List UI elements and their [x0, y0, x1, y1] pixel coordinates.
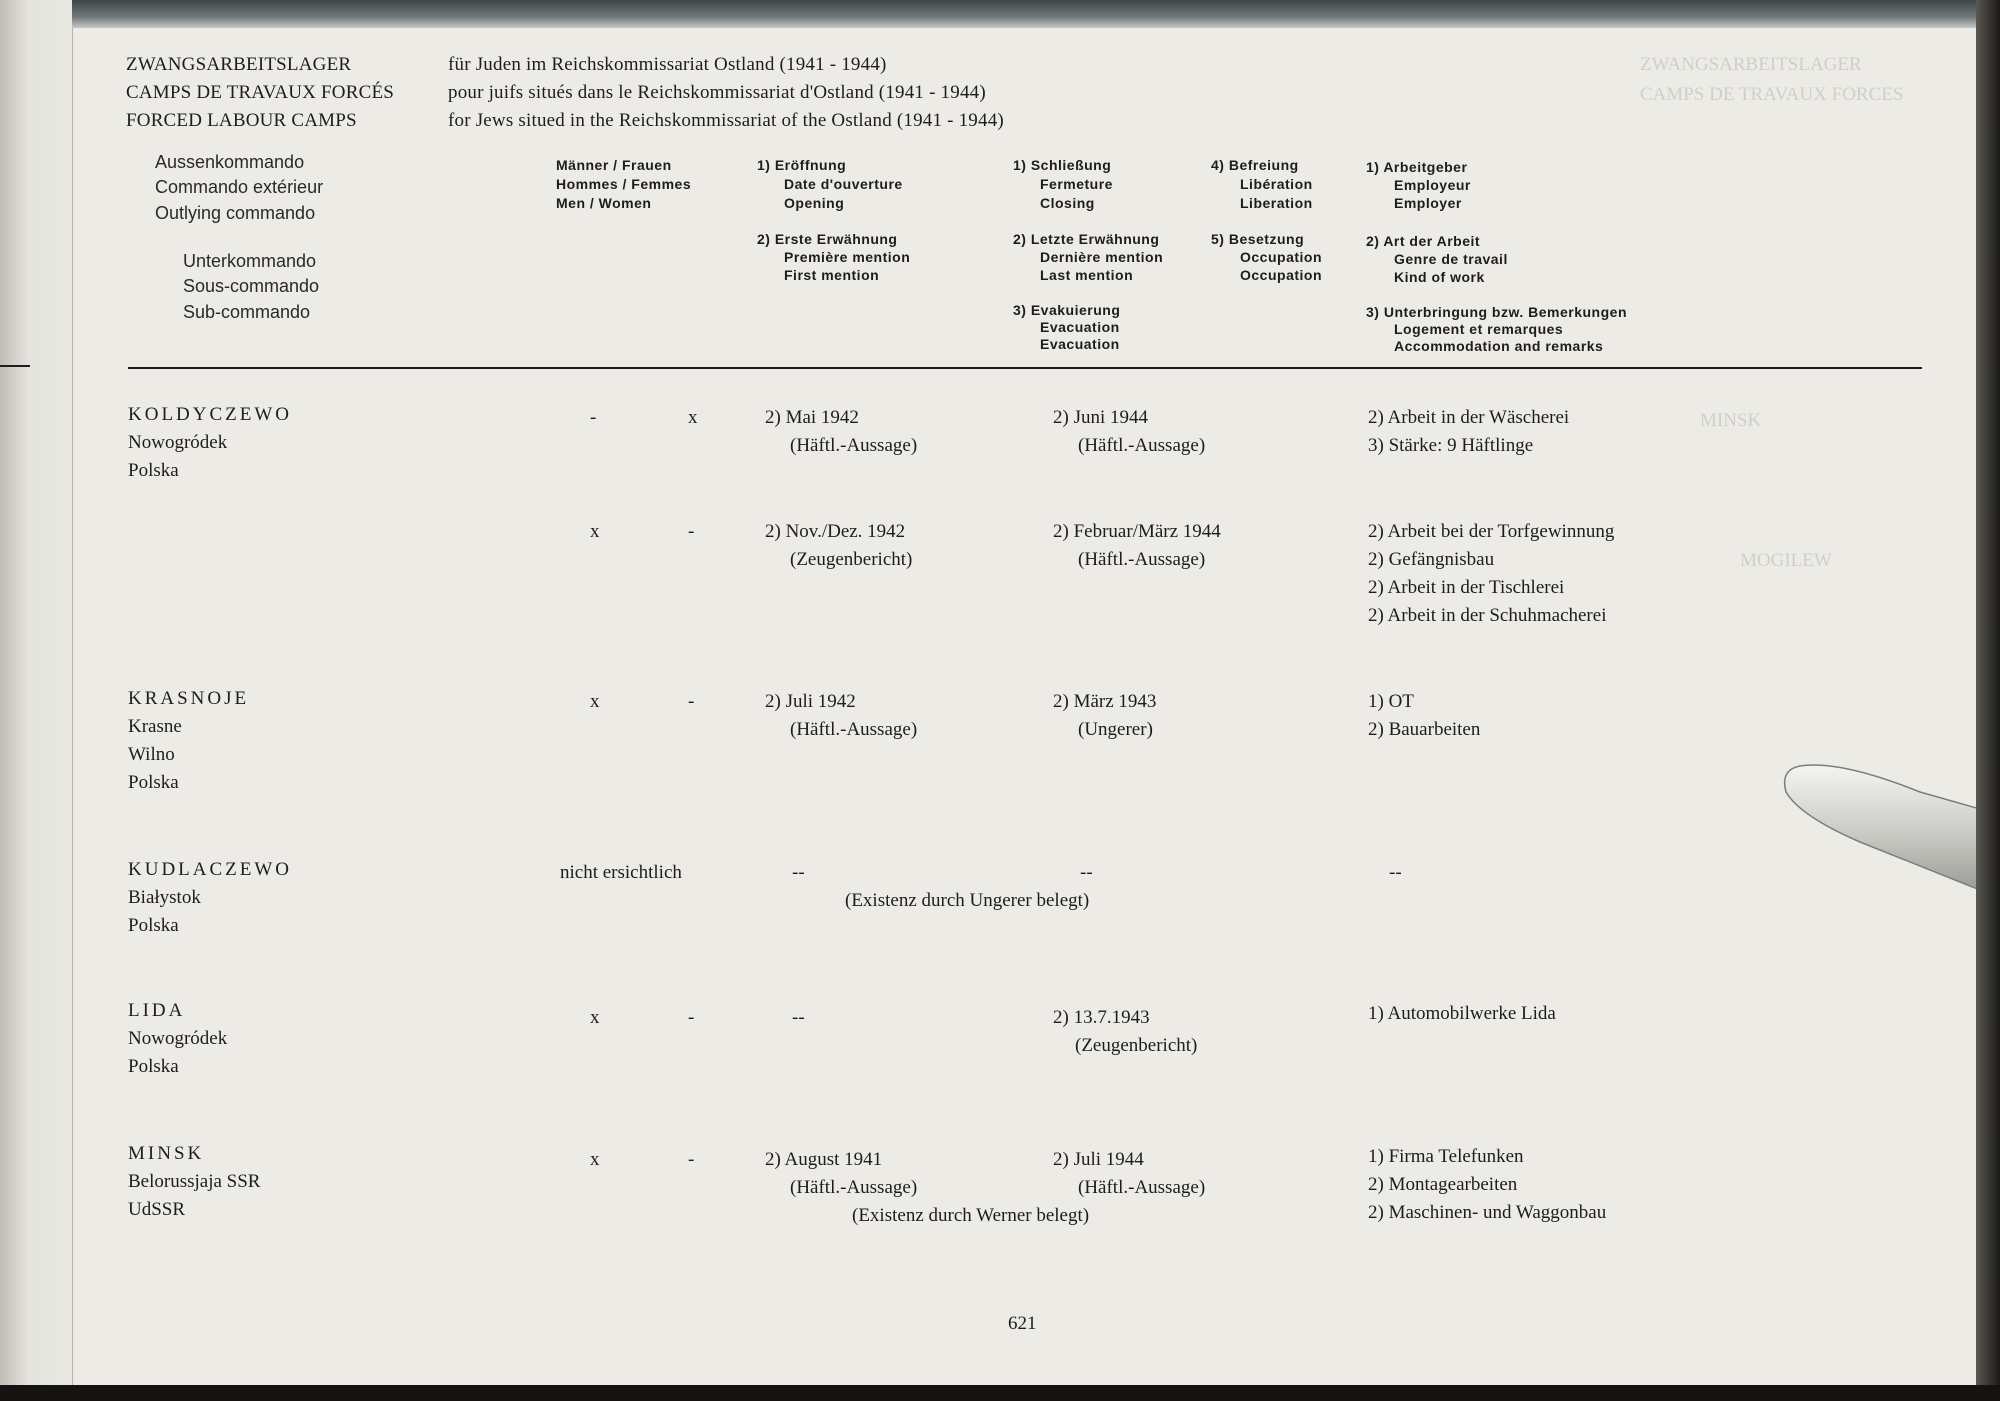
- remark-line: 1) Automobilwerke Lida: [1368, 1003, 1556, 1024]
- header-divider: [128, 367, 1922, 369]
- col-closing-fr: Fermeture: [1040, 176, 1113, 192]
- bleed-through: ZWANGSARBEITSLAGER: [1640, 54, 1862, 75]
- opening-source: (Häftl.-Aussage): [790, 719, 918, 740]
- col-occupation-de: 5) Besetzung: [1211, 231, 1305, 247]
- col-closing-en: Closing: [1040, 195, 1095, 211]
- remark-line: 2) Bauarbeiten: [1368, 719, 1481, 740]
- camp-location: Nowogródek: [128, 432, 228, 453]
- camp-country: Polska: [128, 1056, 179, 1077]
- camp-name: LIDA: [128, 1000, 186, 1021]
- men-mark: -: [590, 407, 597, 428]
- camp-name: MINSK: [128, 1143, 205, 1164]
- remark-line: 2) Arbeit in der Schuhmacherei: [1368, 605, 1607, 626]
- remark-line: 3) Stärke: 9 Häftlinge: [1368, 435, 1534, 456]
- camp-location: Nowogródek: [128, 1028, 228, 1049]
- closing-line: 2) 13.7.1943: [1053, 1007, 1150, 1028]
- subtitle-de: für Juden im Reichskommissariat Ostland (1941 - 1944): [448, 54, 887, 75]
- camp-country: Polska: [128, 915, 179, 936]
- remark-line: 2) Montagearbeiten: [1368, 1174, 1518, 1195]
- camp-country: UdSSR: [128, 1199, 186, 1220]
- col-evacuation-fr: Evacuation: [1040, 319, 1120, 335]
- col-occupation-en: Occupation: [1240, 267, 1323, 283]
- closing-source: (Zeugenbericht): [1075, 1035, 1198, 1056]
- title-de: ZWANGSARBEITSLAGER: [126, 54, 352, 75]
- page-number: 621: [1008, 1313, 1037, 1334]
- col-accommodation-de: 3) Unterbringung bzw. Bemerkungen: [1366, 304, 1627, 320]
- col-accommodation-en: Accommodation and remarks: [1394, 338, 1604, 354]
- camp-region: Wilno: [128, 744, 175, 765]
- col-first-mention-en: First mention: [784, 267, 880, 283]
- bleed-through: MINSK: [1700, 410, 1762, 431]
- page-clip-icon: [1780, 756, 1976, 906]
- gutter-rule: [0, 365, 30, 367]
- closing-line: --: [1080, 862, 1093, 883]
- camp-name: KOLDYCZEWO: [128, 404, 293, 425]
- col-men-women-en: Men / Women: [556, 195, 652, 211]
- col-kind-of-work-fr: Genre de travail: [1394, 251, 1508, 267]
- outlying-fr: Commando extérieur: [155, 177, 324, 197]
- outlying-de: Aussenkommando: [155, 152, 305, 172]
- closing-line: 2) März 1943: [1053, 691, 1157, 712]
- remark-line: 2) Maschinen- und Waggonbau: [1368, 1202, 1607, 1223]
- col-last-mention-fr: Dernière mention: [1040, 249, 1164, 265]
- camp-country: Polska: [128, 460, 179, 481]
- book-edge-bottom: [0, 1385, 2000, 1401]
- camp-location: Białystok: [128, 887, 201, 908]
- opening-line: 2) Nov./Dez. 1942: [765, 521, 906, 542]
- col-last-mention-en: Last mention: [1040, 267, 1134, 283]
- col-employer-en: Employer: [1394, 195, 1462, 211]
- men-mark: x: [590, 521, 600, 542]
- remark-line: 2) Arbeit in der Tischlerei: [1368, 577, 1565, 598]
- camp-name: KRASNOJE: [128, 688, 250, 709]
- opening-source: (Häftl.-Aussage): [790, 435, 918, 456]
- camp-country: Polska: [128, 772, 179, 793]
- col-first-mention-de: 2) Erste Erwähnung: [757, 231, 898, 247]
- col-last-mention-de: 2) Letzte Erwähnung: [1013, 231, 1160, 247]
- opening-line: 2) Mai 1942: [765, 407, 859, 428]
- men-women-note: nicht ersichtlich: [560, 862, 682, 883]
- col-employer-de: 1) Arbeitgeber: [1366, 159, 1468, 175]
- col-men-women-de: Männer / Frauen: [556, 157, 672, 173]
- camp-name: KUDLACZEWO: [128, 859, 293, 880]
- remark-line: 1) OT: [1368, 691, 1414, 712]
- title-fr: CAMPS DE TRAVAUX FORCÉS: [126, 82, 395, 103]
- women-mark: -: [688, 521, 695, 542]
- col-liberation-fr: Libération: [1240, 176, 1313, 192]
- col-evacuation-de: 3) Evakuierung: [1013, 302, 1121, 318]
- women-mark: -: [688, 691, 695, 712]
- col-liberation-de: 4) Befreiung: [1211, 157, 1299, 173]
- subtitle-fr: pour juifs situés dans le Reichskommissariat d'Ostland (1941 - 1944): [448, 82, 986, 103]
- remark-line: --: [1389, 862, 1402, 883]
- col-closing-de: 1) Schließung: [1013, 157, 1112, 173]
- opening-line: 2) Juli 1942: [765, 691, 856, 712]
- remark-line: 2) Arbeit bei der Torfgewinnung: [1368, 521, 1615, 542]
- col-opening-de: 1) Eröffnung: [757, 157, 847, 173]
- women-mark: -: [688, 1149, 695, 1170]
- col-opening-fr: Date d'ouverture: [784, 176, 903, 192]
- col-first-mention-fr: Première mention: [784, 249, 911, 265]
- opening-line: 2) August 1941: [765, 1149, 883, 1170]
- closing-source: (Häftl.-Aussage): [1078, 435, 1206, 456]
- col-opening-en: Opening: [784, 195, 845, 211]
- closing-source: (Ungerer): [1078, 719, 1153, 740]
- page-top-edge: [72, 0, 1976, 28]
- col-liberation-en: Liberation: [1240, 195, 1313, 211]
- opening-source: (Zeugenbericht): [790, 549, 913, 570]
- sub-fr: Sous-commando: [183, 276, 320, 296]
- book-edge-right: [1976, 0, 2000, 1401]
- binding-gutter: [0, 0, 73, 1385]
- col-kind-of-work-de: 2) Art der Arbeit: [1366, 233, 1481, 249]
- camp-location: Belorussjaja SSR: [128, 1171, 261, 1192]
- women-mark: -: [688, 1007, 695, 1028]
- closing-line: 2) Februar/März 1944: [1053, 521, 1221, 542]
- col-accommodation-fr: Logement et remarques: [1394, 321, 1564, 337]
- outlying-en: Outlying commando: [155, 203, 316, 223]
- closing-line: 2) Juli 1944: [1053, 1149, 1144, 1170]
- col-evacuation-en: Evacuation: [1040, 336, 1120, 352]
- opening-line: --: [792, 1007, 805, 1028]
- bleed-through: CAMPS DE TRAVAUX FORCES: [1640, 84, 1904, 105]
- camp-location: Krasne: [128, 716, 182, 737]
- sub-de: Unterkommando: [183, 251, 317, 271]
- col-kind-of-work-en: Kind of work: [1394, 269, 1485, 285]
- col-employer-fr: Employeur: [1394, 177, 1471, 193]
- closing-line: 2) Juni 1944: [1053, 407, 1148, 428]
- subtitle-en: for Jews situed in the Reichskommissariat of the Ostland (1941 - 1944): [448, 110, 1004, 131]
- closing-source: (Häftl.-Aussage): [1078, 1177, 1206, 1198]
- col-occupation-fr: Occupation: [1240, 249, 1323, 265]
- men-mark: x: [590, 1007, 600, 1028]
- opening-source: (Häftl.-Aussage): [790, 1177, 918, 1198]
- women-mark: x: [688, 407, 698, 428]
- closing-source: (Häftl.-Aussage): [1078, 549, 1206, 570]
- remark-line: 2) Arbeit in der Wäscherei: [1368, 407, 1570, 428]
- bleed-through: MOGILEW: [1740, 550, 1832, 571]
- men-mark: x: [590, 1149, 600, 1170]
- men-mark: x: [590, 691, 600, 712]
- remark-line: 1) Firma Telefunken: [1368, 1146, 1524, 1167]
- title-en: FORCED LABOUR CAMPS: [126, 110, 357, 131]
- opening-line: --: [792, 862, 805, 883]
- remark-line: 2) Gefängnisbau: [1368, 549, 1495, 570]
- existence-note: (Existenz durch Ungerer belegt): [845, 890, 1090, 911]
- col-men-women-fr: Hommes / Femmes: [556, 176, 692, 192]
- existence-note: (Existenz durch Werner belegt): [852, 1205, 1090, 1226]
- sub-en: Sub-commando: [183, 302, 311, 322]
